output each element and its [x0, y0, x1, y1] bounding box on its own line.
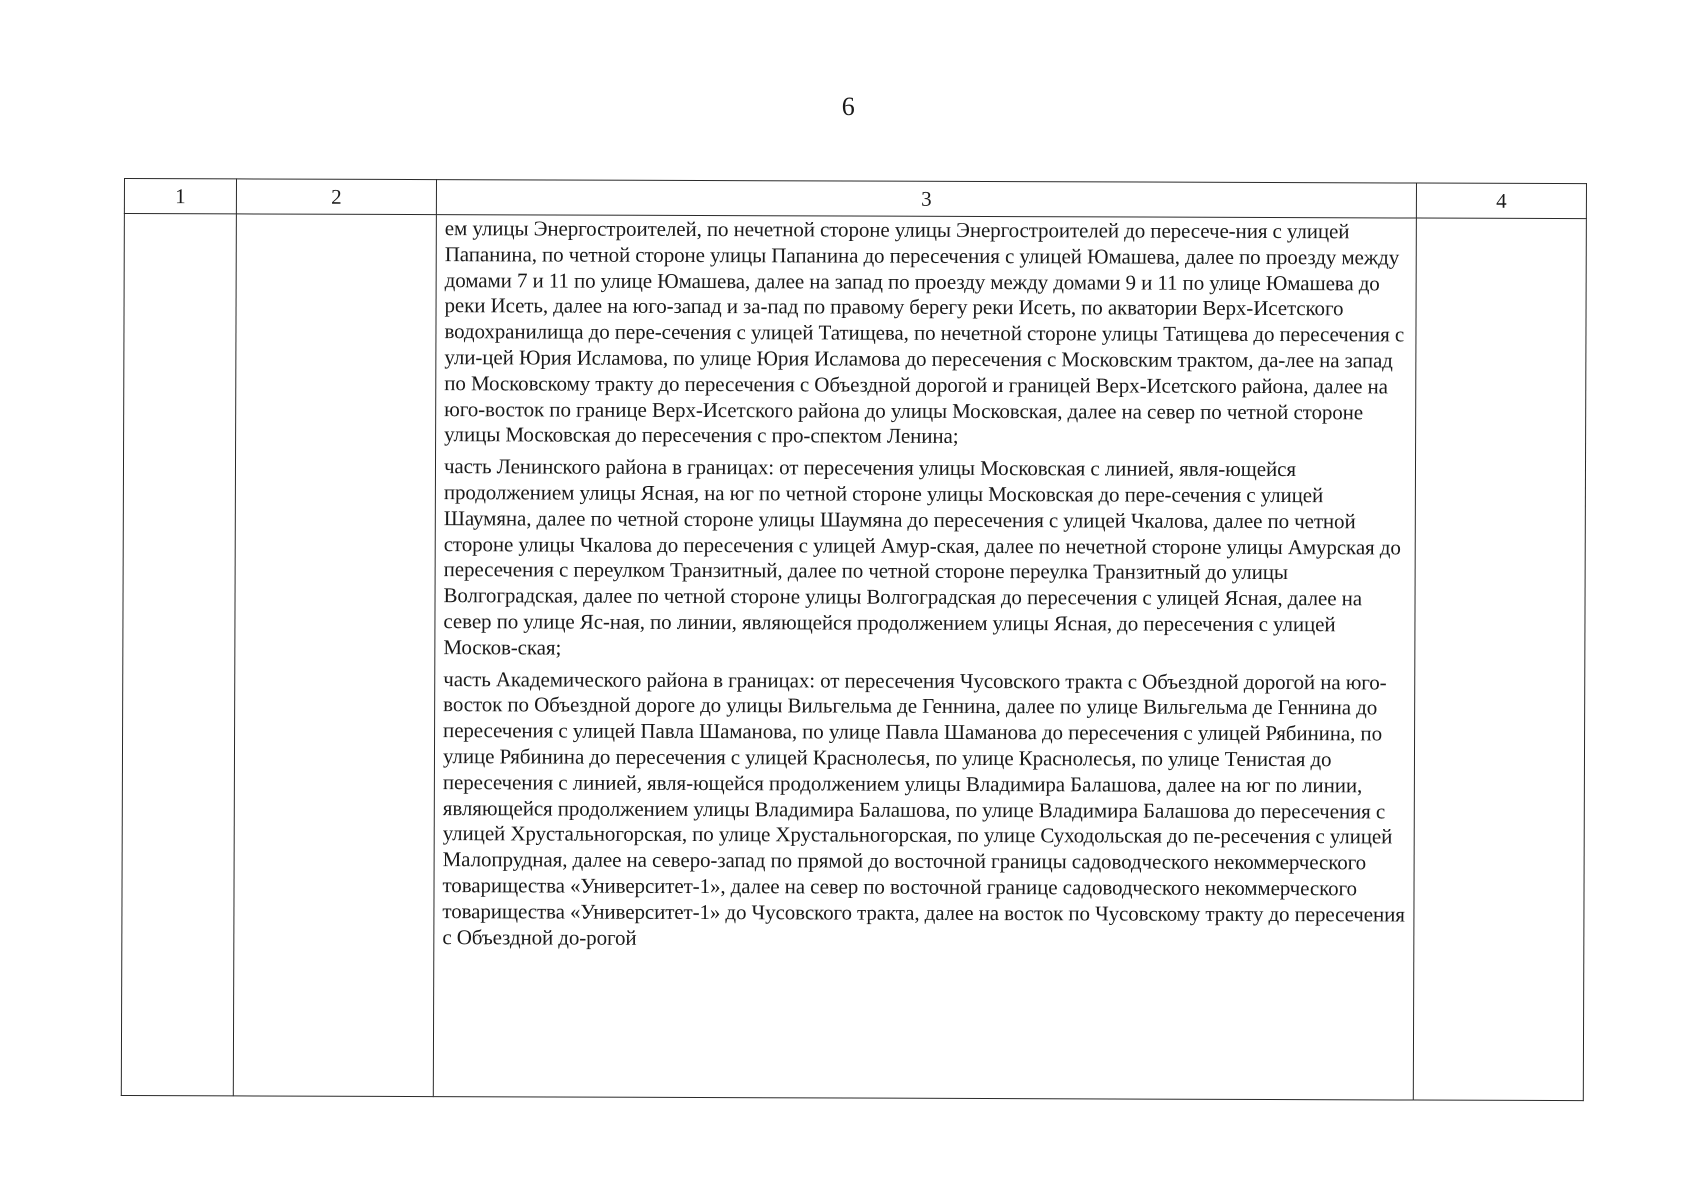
table-header-row — [124, 179, 1586, 219]
column-header-3: 3 — [436, 180, 1416, 218]
boundary-paragraph-verkh-isetsky: ем улицы Энергостроителей, по нечетной стороне улицы Энергостроителей до пересече-ния с улицей Папанина, по четной стороне улицы Папанина до пересечения с улицей Юмашева, далее по проезду между домами 7 и 11 по улице Юмашева, далее на запад по проезду между домами 9 и 11 по улице Юмашева до реки Исеть, далее на юго-запад и за-пад по правому берегу реки Исеть, по акватории Верх-Исетского водохранилища до пере-сечения с улицей Татищева, по нечетной стороне улицы Татищева до пересечения с ули-цей Юрия Исламова, по улице Юрия Исламова до пересечения с Московским трактом, да-лее на запад по Московскому тракту до пересечения с Объездной дорогой и границей Верх-Исетского района, далее на юго-восток по границе Верх-Исетского района до улицы Московская, далее на север по четной стороне улицы Московская до пересечения с про-спектом Ленина; — [444, 216, 1405, 449]
boundary-paragraph-akademichesky: часть Академического района в границах: от пересечения Чусовского тракта с Объездной дорогой на юго-восток по Объездной дороге до улицы Вильгельма де Геннина, далее по улице Вильгельма де Геннина до пересечения с улицей Павла Шаманова, по улице Павла Шаманова до пересечения с улицей Рябинина, по улице Рябинина до пересечения с улицей Краснолесья, по улице Краснолесья, по улице Тенистая до пересечения с линией, явля-ющейся продолжением улицы Владимира Балашова, далее на юг по линии, являющейся продолжением улицы Владимира Балашова, по улице Владимира Балашова до пересечения с улицей Хрустальногорская, по улице Хрустальногорская, по улице Суходольская до пе-ресечения с улицей Малопрудная, далее на северо-запад по прямой до восточной границы садоводческого некоммерческого товарищества «Университет-1», далее на север по восточной границе садоводческого некоммерческого товарищества «Университет-1» до Чусовского тракта, далее на восток по Чусовскому тракту до пересечения с Объездной до-рогой — [442, 666, 1405, 950]
boundary-table — [121, 178, 1587, 1101]
page-number: 6 — [841, 92, 856, 121]
column-header-4: 4 — [1416, 183, 1586, 219]
boundary-paragraph-leninsky: часть Ленинского района в границах: от пересечения улицы Московская с линией, явля-ющейся продолжением улицы Ясная, на юг по четной стороне улицы Московская до пере-сечения с улицей Шаумяна, далее по четной стороне улицы Шаумяна до пересечения с улицей Чкалова, далее по четной стороне улицы Чкалова до пересечения с улицей Амур-ская, далее по нечетной стороне улицы Амурская до пересечения с переулком Транзитный, далее по четной стороне переулка Транзитный до улицы Волгоградская, далее по четной стороне улицы Волгоградская до пересечения с улицей Ясная, далее на север по улице Яс-ная, по линии, являющейся продолжением улицы Ясная, до пересечения с улицей Москов-ская; — [443, 454, 1401, 660]
cell-col-4 — [1413, 218, 1586, 1101]
column-header-2: 2 — [236, 179, 436, 215]
column-header-1: 1 — [124, 179, 236, 214]
table-row — [121, 214, 1586, 1101]
cell-col-1 — [121, 214, 236, 1096]
cell-col-3 — [433, 215, 1416, 1100]
cell-col-2 — [233, 214, 436, 1097]
